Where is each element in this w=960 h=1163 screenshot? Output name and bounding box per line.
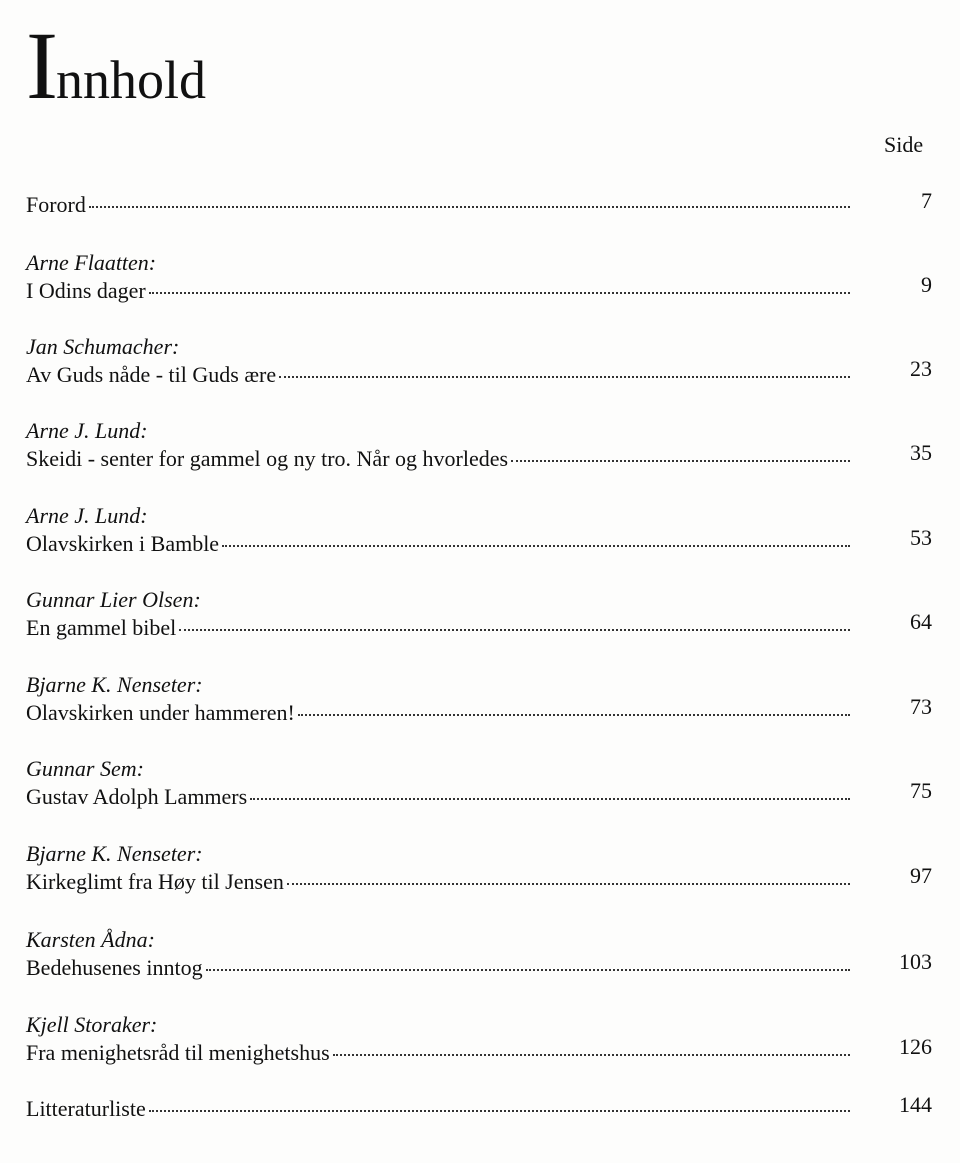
toc-title: Litteraturliste xyxy=(26,1096,146,1121)
toc-page-number: 103 xyxy=(899,949,932,974)
toc-page-number: 35 xyxy=(910,440,932,465)
dot-leader xyxy=(250,798,850,800)
toc-page-number: 64 xyxy=(910,609,932,634)
page-title xyxy=(26,12,206,119)
toc-title: Kirkeglimt fra Høy til Jensen xyxy=(26,869,284,894)
page-column-header: Side xyxy=(884,132,924,157)
toc-author: Kjell Storaker: xyxy=(26,1012,158,1037)
toc-page-number: 7 xyxy=(921,188,932,213)
toc-line xyxy=(26,869,854,895)
toc-author: Bjarne K. Nenseter: xyxy=(26,672,203,697)
dot-leader xyxy=(298,714,850,716)
toc-title: Av Guds nåde - til Guds ære xyxy=(26,362,277,387)
dot-leader xyxy=(179,629,850,631)
toc-line xyxy=(26,1096,854,1122)
toc-line xyxy=(26,700,854,726)
toc-page-number: 53 xyxy=(910,525,932,550)
toc-title: Olavskirken i Bamble xyxy=(26,531,220,556)
dot-leader xyxy=(511,460,850,462)
toc-author: Gunnar Sem: xyxy=(26,756,144,781)
toc-author: Arne Flaatten: xyxy=(26,250,157,275)
toc-title: En gammel bibel xyxy=(26,615,177,640)
toc-author: Jan Schumacher: xyxy=(26,334,180,359)
toc-line xyxy=(26,278,854,304)
toc-page-number: 23 xyxy=(910,356,932,381)
toc-line xyxy=(26,615,854,641)
toc-line xyxy=(26,192,854,218)
toc-line xyxy=(26,362,854,388)
dot-leader xyxy=(149,292,850,294)
toc-title: Olavskirken under hammeren! xyxy=(26,700,295,725)
title-initial: I xyxy=(26,12,56,119)
dot-leader xyxy=(89,206,850,208)
dot-leader xyxy=(206,969,850,971)
toc-title: Fra menighetsråd til menighetshus xyxy=(26,1040,330,1065)
toc-title: Skeidi - senter for gammel og ny tro. Når og hvorledes xyxy=(26,446,509,471)
toc-line xyxy=(26,784,854,810)
toc-title: I Odins dager xyxy=(26,278,146,303)
toc-author: Gunnar Lier Olsen: xyxy=(26,587,201,612)
toc-author: Arne J. Lund: xyxy=(26,418,148,443)
toc-line xyxy=(26,1040,854,1066)
dot-leader xyxy=(222,545,850,547)
dot-leader xyxy=(149,1110,850,1112)
toc-page-number: 75 xyxy=(910,778,932,803)
toc-line xyxy=(26,446,854,472)
toc-title: Bedehusenes inntog xyxy=(26,955,203,980)
toc-line xyxy=(26,955,854,981)
toc-title: Gustav Adolph Lammers xyxy=(26,784,248,809)
dot-leader xyxy=(279,376,850,378)
toc-author: Bjarne K. Nenseter: xyxy=(26,841,203,866)
toc-page-number: 73 xyxy=(910,694,932,719)
toc-author: Karsten Ådna: xyxy=(26,927,155,952)
toc-author: Arne J. Lund: xyxy=(26,503,148,528)
title-rest: nnhold xyxy=(55,50,206,110)
toc-page-number: 97 xyxy=(910,863,932,888)
toc-page-number: 9 xyxy=(921,272,932,297)
dot-leader xyxy=(287,883,850,885)
dot-leader xyxy=(333,1054,850,1056)
toc-title: Forord xyxy=(26,192,86,217)
toc-page-number: 144 xyxy=(899,1092,932,1117)
toc-page-number: 126 xyxy=(899,1034,932,1059)
toc-line xyxy=(26,531,854,557)
